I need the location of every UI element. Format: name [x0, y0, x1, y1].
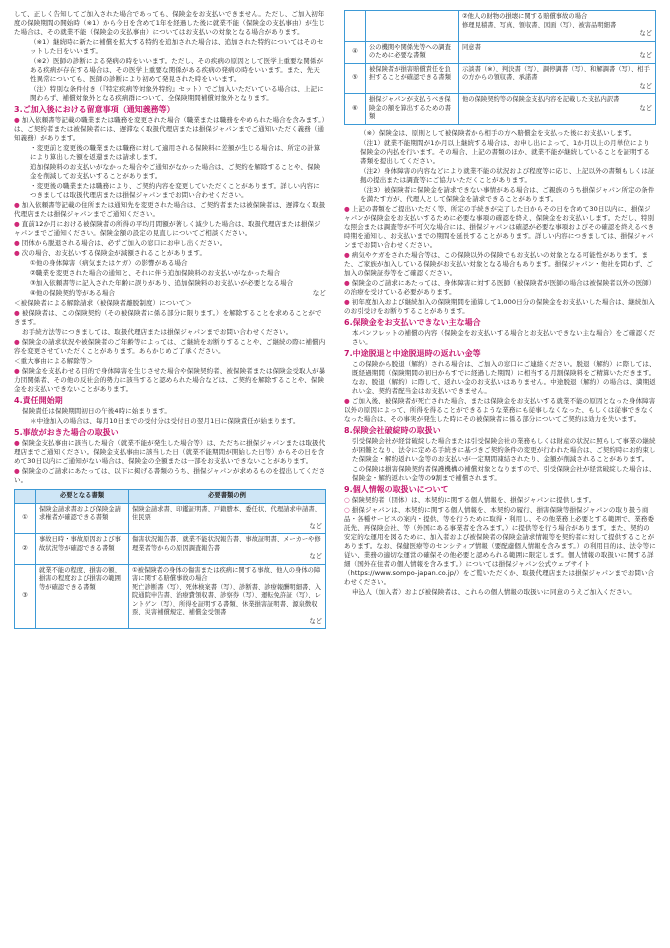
list-item	[14, 367, 326, 394]
section-6-heading	[344, 318, 656, 328]
list-item	[344, 506, 656, 587]
row-example-text: ①被保険者の身体の傷害または疾病に関する事故、他人の身体の障害に関する賠償事故の場合 死亡診断書（写）、死体検案書（写）、診断書、診療報酬明細書、入院通院申告書、治療費領収書、診察券（写）、運転免許証（写）、レントゲン（写）、所得を証明する書類、休業損害証明書、源泉徴収票、災害補償規定、補償金受領書	[132, 566, 321, 616]
row-nado: など	[309, 522, 322, 530]
list-item	[14, 239, 326, 248]
list-plain-item: 申込人（加入者）および被保険者は、これらの個人情報の取扱いに同意のうえご加入ください。	[352, 587, 636, 596]
bullet-circle-icon: ○	[344, 495, 350, 504]
section-9-title: 個人情報の取扱いについて	[352, 484, 449, 494]
right-note-4: （注3）被保険者に保険金を請求できない事情がある場合は、ご親族のうち損保ジャパン所定の条件を満たす方が、代理人として保険金を請求できることがあります。	[360, 185, 655, 203]
table-row	[15, 564, 326, 629]
section-6-number: 6.	[344, 317, 353, 327]
required-documents-table-continued	[344, 10, 656, 125]
intro-paragraph: して、正しく告知してご加入された場合であっても、保険金をお支払いできません。ただし、ご加入初年度の保険期間の開始時（※1）から今日を含めて1年を経過した後に就業不能（保険金の支払事由）が生じた場合は、その就業不能（保険金の支払事由）についてはお支払いの対象となる場合があります。	[14, 10, 326, 36]
row-example-text: 他の保険契約等の保険金支払内容を記載した支払内訳書	[462, 96, 620, 103]
list-sub-item-text: ④他の保険契約等がある場合	[30, 289, 116, 297]
list-item	[14, 338, 326, 356]
list-sub-item: ③加入依頼書等に記入された年齢に誤りがあり、追加保険料のお支払いが必要となる場合	[30, 279, 294, 287]
bullet-dot-icon: ●	[14, 367, 20, 375]
bullet-dot-icon: ●	[14, 338, 20, 346]
table-header-example: 必要書類の例	[129, 490, 326, 504]
list-item	[344, 496, 656, 505]
row-nado: など	[639, 30, 652, 37]
list-item-text: 保険金支払事由に該当した場合（就業不能が発生した場合等）は、ただちに損保ジャパンまたは取扱代理店までご通知ください。保険金支払事由に該当した日（就業不能期間が開始した日等）からその日を含めて30日以内にご通知がない場合は、保険金の全額または一部をお支払いできないことがあります。	[14, 439, 326, 465]
row-nado: など	[639, 52, 652, 59]
row-example-text: 傷害状況報告書、就業不能状況報告書、事故証明書、メーカーや修理業者等からの原因調査報告書	[132, 536, 321, 552]
list-plain-item: 保険責任は保険期間初日の午後4時に始まります。	[22, 407, 171, 415]
row-example	[459, 41, 656, 63]
row-document	[366, 11, 459, 42]
required-documents-table	[14, 489, 326, 629]
table-row	[345, 41, 656, 63]
list-item-text: 加入依頼書等記載の住所または通知先を変更された場合は、ご契約者または被保険者は、遅滞なく取扱代理店または損保ジャパンまでご通知ください。	[14, 201, 326, 218]
list-item	[344, 205, 656, 250]
row-document: 事故日時・事故原因および事故状況等が確認できる書類	[36, 534, 129, 565]
row-example	[459, 11, 656, 42]
row-example-text: 保険金請求書、印鑑証明書、戸籍謄本、委任状、代理請求申請書、住民票	[132, 505, 321, 521]
bullet-dot-icon: ●	[14, 467, 20, 475]
bullet-dot-icon: ●	[14, 116, 20, 124]
right-note-1: （※）保険金は、原則として被保険者から相手の方へ賠償金を支払った後にお支払いします。	[360, 128, 636, 137]
list-sub-item: ①他の身体障害（病気またはケガ）の影響がある場合	[30, 259, 188, 267]
list-item-text: 損保ジャパンは、本契約に関する個人情報を、本契約の履行、損害保険等損保ジャパンの取り扱う商品・各種サービスの案内・提供、等を行うために取得・利用し、その他業務上必要とする範囲で、業務委託先、再保険会社、等（外国にある事業者を含みます。）に提供等を行う場合があります。また、契約の安定的な運用を図るために、加入者および被保険者の保険金請求情報等を契約者に対して提供することがあります。なお、保健医療等のセンシティブ情報（要配慮個人情報を含みます。）の利用目的は、法令等に従い、業務の適切な運営の確保その他必要と認められる範囲に限定します。個人情報の取扱いに関する詳細（国外在住者の個人情報を含みます。）については損保ジャパン公式ウェブサイト（https://www.sompo-japan.co.jp/）をご覧いただくか、取扱代理店または損保ジャパンまでお問い合わせください。	[344, 505, 656, 586]
section-6-text: 本パンフレットの補償の内容（保険金をお支払いする場合とお支払いできない主な場合）をご確認ください。	[352, 328, 656, 346]
nado-text: など	[312, 289, 326, 297]
list-item	[14, 467, 326, 485]
row-example	[129, 534, 326, 565]
row-example	[459, 63, 656, 94]
list-item-text: 直前12か月における被保険者の所得の平均月間額が著しく減少した場合は、取扱代理店または損保ジャパンまでご通知ください。保険金額の設定の見直しについてご相談ください。	[14, 220, 321, 237]
list-sub-item	[14, 289, 326, 298]
bullet-circle-icon: ○	[344, 505, 350, 514]
list-sub-item: 追加保険料のお支払いがなかった場合やご通知がなかった場合は、ご契約を解除することや、保険金を削減してお支払いすることがあります。	[30, 163, 321, 180]
row-document: 保険金請求書および保険金請求権者が確認できる書類	[36, 503, 129, 534]
list-plain-item: ＜被保険者による解除請求（被保険者離脱制度）について＞	[14, 299, 193, 307]
row-document: 就業不能の程度、損害の額、損害の程度および損害の範囲等が確認できる書類	[36, 564, 129, 629]
bullet-dot-icon: ●	[14, 309, 20, 317]
list-sub-item: ＊中途加入の場合は、毎月10日までの受付分は受付日の翌月1日に保険責任が始まります。	[30, 417, 300, 425]
bullet-dot-icon: ●	[14, 220, 20, 228]
list-item-text: 保険金のご請求にあたっては、以下に掲げる書類のうち、損保ジャパンが求めるものを提出してください。	[14, 467, 326, 484]
list-plain-item: ＜重大事由による解除等＞	[14, 357, 94, 365]
table-row	[345, 94, 656, 125]
row-nado: など	[309, 553, 322, 560]
table-row	[15, 503, 326, 534]
list-item-text: 被保険者は、この保険契約（その被保険者に係る部分に限ります。）を解除することを求めることができます。	[14, 309, 322, 326]
bullet-dot-icon: ●	[344, 278, 350, 287]
row-example-text: 同意書	[462, 43, 481, 51]
section-5-list	[14, 439, 326, 485]
section-8-heading	[344, 426, 656, 436]
row-number: ⑥	[345, 94, 366, 125]
row-number: ①	[15, 503, 36, 534]
section-4-list	[14, 407, 326, 426]
list-item	[14, 220, 326, 238]
list-item-text: 保険金の請求状況や被保険者のご年齢等によっては、ご継続をお断りすることや、ご継続の際に補償内容を変更させていただくことがあります。あらかじめご了承ください。	[14, 338, 326, 355]
section-8-text-1: 引受保険会社が経営破綻した場合または引受保険会社の業務もしくは財産の状況に照らして事業の継続が困難となり、法令に定める手続きに基づきご契約条件の変更が行われた場合は、ご契約時にお約束した保険金・解約返れい金等のお支払いが一定期間凍結されたり、金額が削減されることがあります。	[352, 436, 656, 463]
bullet-dot-icon: ●	[344, 250, 350, 259]
table-header-doc: 必要となる書類	[36, 490, 129, 504]
list-sub-item: ・変更前と変更後の職業または職務に対して適用される保険料に差額が生じる場合は、所定の計算により算出した額を返還または請求します。	[30, 144, 321, 161]
bullet-dot-icon: ●	[14, 201, 20, 209]
list-item-text: 病気やケガをされた場合等は、この保険以外の保険でもお支払いの対象となる可能性があります。また、ご家族が加入している保険がお支払い対象となる場合もあります。損保ジャパン・他社を問わず、ご加入の保険証券等をご確認ください。	[344, 250, 654, 277]
row-number: ③	[15, 564, 36, 629]
row-example-text: ②他人の財物の損壊に関する賠償事故の場合 修理見積書、写真、領収書、図面（写）、被害品明細書	[462, 13, 617, 29]
table-body	[15, 503, 326, 629]
right-note-3: （注2）身体障害の内容などにより就業不能の状況および程度等に応じ、上記以外の書類もしくは証拠の提出または調査等にご協力いただくことがあります。	[360, 166, 655, 184]
list-sub-item: ②職業を変更された場合の通知と、それに伴う追加保険料のお支払いがなかった場合	[30, 269, 281, 277]
row-number: ④	[345, 41, 366, 63]
section-8-title: 保険会社破綻時の取扱い	[352, 425, 441, 435]
row-number	[345, 11, 366, 42]
right-bullet-list	[344, 205, 656, 316]
bullet-dot-icon: ●	[344, 204, 350, 213]
table-header-blank	[15, 490, 36, 504]
section-3-number: 3.	[14, 105, 23, 114]
list-item	[344, 279, 656, 297]
row-number: ⑤	[345, 63, 366, 94]
table-body-continued	[345, 11, 656, 125]
list-item	[14, 201, 326, 219]
section-8-number: 8.	[344, 425, 353, 435]
section-3-heading	[14, 105, 326, 115]
row-number: ②	[15, 534, 36, 565]
list-item-text: 保険契約者（団体）は、本契約に関する個人情報を、損保ジャパンに提供します。	[351, 495, 596, 504]
note-1: （※1）継続時に新たに補償を拡大する特約を追加された場合は、追加された特約についてはそのセットした日をいいます。	[30, 38, 324, 55]
list-item	[14, 116, 326, 143]
row-example	[129, 564, 326, 629]
list-item-text: 上記の書類をご提出いただく等、所定の手続きが完了した日からその日を含めて30日以内に、損保ジャパンが保険金をお支払いするために必要な事項の確認を終え、保険金をお支払いします。ただし、特別な照会または調査等が不可欠な場合には、損保ジャパンは確認が必要な事項およびその確認を終えるべき時期を通知し、お支払いまでの期間を延長することがあります。詳しい内容につきましては、損保ジャパンまでお問い合わせください。	[344, 204, 655, 249]
section-3-title: ご加入後における留意事項（通知義務等）	[22, 105, 175, 114]
bullet-dot-icon: ●	[344, 297, 350, 306]
section-3-list	[14, 116, 326, 394]
row-document: 被保険者が損害賠償責任を負担することが確認できる書類	[366, 63, 459, 94]
section-5-heading	[14, 428, 326, 438]
table-header-row	[15, 490, 326, 504]
section-4-title: 責任開始期	[22, 396, 63, 405]
list-item-text: 団体から脱退される場合は、必ずご加入の窓口にお申し出ください。	[21, 239, 227, 247]
section-6-title: 保険金をお支払いできない主な場合	[352, 317, 481, 327]
table-row	[345, 63, 656, 94]
row-example	[459, 94, 656, 125]
section-7-list	[344, 360, 656, 424]
list-item-text: 次の場合、お支払いする保険金が減額されることがあります。	[21, 249, 207, 257]
list-item	[14, 249, 326, 258]
row-document: 損保ジャパンが支払うべき保険金の額を算出するための書類	[366, 94, 459, 125]
section-7-heading	[344, 349, 656, 359]
list-item	[14, 439, 326, 466]
list-plain-item: お手続方法等につきましては、取扱代理店または損保ジャパンまでお問い合わせください。	[22, 328, 293, 336]
row-nado: など	[639, 104, 652, 112]
list-item-text: 加入依頼書等記載の職業または職務を変更された場合（職業または職務をやめられた場合を含みます。）は、ご契約者または被保険者には、遅滞なく取扱代理店または損保ジャパンまでご通知いただく義務（通知義務）があります。	[14, 116, 325, 142]
section-5-number: 5.	[14, 428, 23, 437]
bullet-dot-icon: ●	[14, 249, 20, 257]
row-example	[129, 503, 326, 534]
list-item-text: 初年度加入および継続加入の保険期間を通算して1,000日分の保険金をお支払いした場合は、継続加入のお引受けをお断りすることがあります。	[344, 297, 655, 315]
table-row	[15, 534, 326, 565]
row-example-text: 示談書（※）、判決書（写）、調停調書（写）、和解調書（写）、相手の方からの領収書、承諾書	[462, 65, 650, 81]
note-2: （※2）医師の診断による発病の時をいいます。ただし、その疾病の原因として医学上重要な関係がある疾病が存在する場合は、その医学上重要な関係がある疾病の発病の時をいいます。また、先天性異常についても、医師の診断により初めて発見された時をいいます。	[30, 57, 324, 83]
row-nado: など	[309, 617, 322, 625]
table-row	[345, 11, 656, 42]
section-9-number: 9.	[344, 484, 353, 494]
right-note-2: （注1）就業不能期間が1か月以上継続する場合は、お申し出によって、1か月以上の月単位により保険金の内払を行います。その場合、上記の書類のほか、就業不能が継続していることを証明する書類を提出してください。	[360, 138, 650, 165]
list-item	[344, 251, 656, 278]
section-7-title: 中途脱退と中途脱退時の返れい金等	[352, 348, 481, 358]
list-item	[344, 397, 656, 424]
row-document: 公の機関や関係先等への調査のために必要な書類	[366, 41, 459, 63]
list-item-text: 保険金を支払わせる目的で身体障害を生じさせた場合や保険契約者、被保険者または保険金受取人が暴力団関係者、その他の反社会的勢力に該当すると認められた場合などは、ご契約を解除することや、保険金をお支払いできないことがあります。	[14, 367, 326, 393]
section-5-title: 事故がおきた場合の取扱い	[22, 428, 119, 437]
list-item-text: ご加入後、被保険者が死亡された場合、または保険金をお支払いする就業不能の原因となった身体障害以外の原因によって、所得を得ることができるような業務にも従事しなくなった、もしくは従事できなくなった場合は、その事実が発生した時にその被保険者に係る部分についてご契約は効力を失います。	[344, 396, 656, 423]
section-8-text-2: この保険は損害保険契約者保護機構の補償対象となりますので、引受保険会社が経営破綻した場合は、保険金・解約返れい金等の9割まで補償されます。	[352, 464, 656, 482]
list-item	[344, 298, 656, 316]
bullet-dot-icon: ●	[14, 439, 20, 447]
section-4-number: 4.	[14, 396, 23, 405]
section-4-heading	[14, 396, 326, 406]
section-9-heading	[344, 485, 656, 495]
right-column	[344, 10, 656, 598]
section-9-list	[344, 496, 656, 597]
note-3: （注）特別な条件付き（『特定疾病等対象外特約』セット）でご加入いただいている場合は、上記に関わらず、補償対象外となる疾病群について、全保険期間補償対象外となります。	[30, 85, 324, 102]
bullet-dot-icon: ●	[344, 396, 350, 405]
section-7-number: 7.	[344, 348, 353, 358]
list-item-text: 保険金のご請求にあたっては、身体障害に対する医師（被保険者が医師の場合は被保険者以外の医師）の治療を受けている必要があります。	[344, 278, 656, 296]
bullet-dot-icon: ●	[14, 239, 20, 247]
list-sub-item: ・変更後の職業または職務により、ご契約内容を変更していただくことがあります。詳しい内容につきましては取扱代理店または損保ジャパンまでお問い合わせください。	[30, 182, 320, 199]
list-item	[14, 309, 326, 327]
left-column	[14, 10, 326, 629]
list-plain-item: この保険から脱退（解約）される場合は、ご加入の窓口にご連絡ください。脱退（解約）に際しては、既経過期間（保険期間の初日からすでに経過した期間）に相当する月割保険料をご精算いただきます。なお、脱退（解約）に際して、返れい金のお支払いはありません。中途脱退（解約）の場合は、満期返れい金、契約者配当金はお支払いできません。	[352, 359, 656, 395]
row-nado: など	[639, 82, 652, 90]
